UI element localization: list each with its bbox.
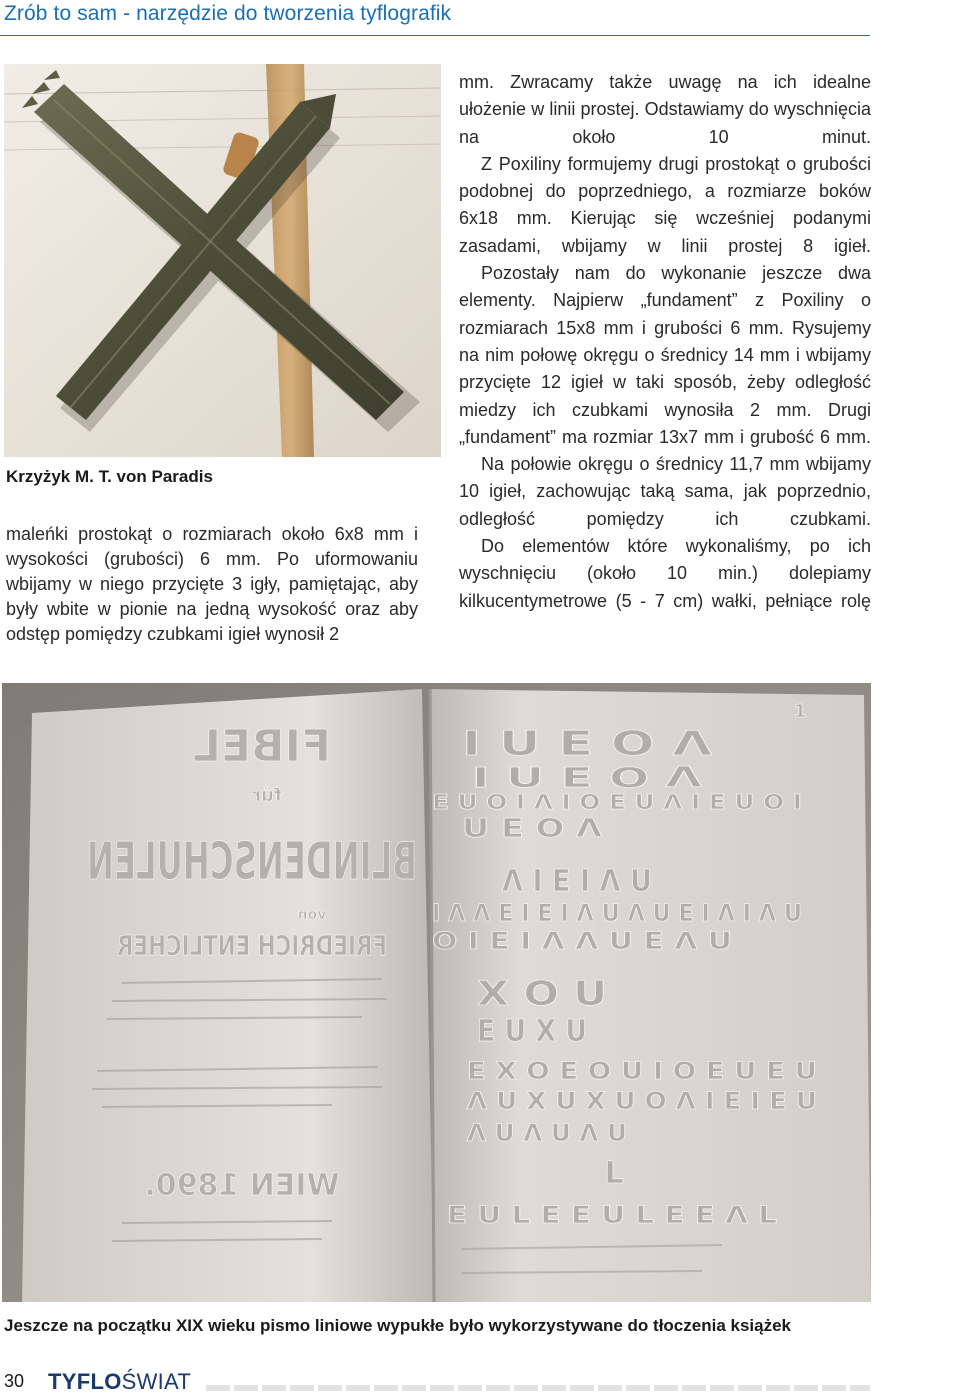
book-right-page-number: 1 (793, 701, 807, 722)
book-left-line: für (252, 785, 282, 806)
cross-tool-photo (4, 64, 441, 457)
book-left-line: FRIEDRICH ENTLICHER (117, 929, 387, 962)
body-left-column (6, 522, 418, 647)
book-right-row: I U E O Λ (472, 761, 703, 794)
page-number: 30 (4, 1371, 25, 1391)
brand-part-1: TYFLO (48, 1369, 122, 1394)
book-right-row: U E O Λ (462, 814, 602, 844)
embossing-cross-tool-icon (4, 64, 441, 457)
book-left-line: WIEN 1890. (144, 1168, 340, 1203)
embossed-book-image (2, 683, 871, 1302)
magazine-brand (48, 1369, 191, 1395)
book-right-row: E U X U (477, 1014, 587, 1049)
book-right-row: E U O I Λ I O E U Λ I E U O I (432, 790, 802, 814)
book-right-row: O I E I Λ Λ U E Λ U (432, 927, 732, 955)
book-right-row: Λ I E I Λ U (502, 864, 652, 899)
book-photo-caption: Jeszcze na początku XIX wieku pismo liniowe wypukłe było wykorzystywane do tłoczenia książek (4, 1316, 791, 1335)
cross-photo-caption: Krzyżyk M. T. von Paradis (6, 467, 213, 486)
book-left-line: FIBEL (192, 721, 332, 772)
book-right-row: I U E O Λ (462, 724, 714, 764)
body-right-column (459, 69, 871, 615)
paragraph: Do elementów które wykonaliśmy, po ich wyschnięciu (około 10 min.) dolepiamy kilkucentymetrowe (5 - 7 cm) wałki, pełniące rolę (459, 536, 871, 611)
book-left-line: von (297, 907, 327, 923)
paragraph: Pozostały nam do wykonanie jeszcze dwa elementy. Najpierw „fundament” z Poxiliny o rozmiarach 15x8 mm i grubości 6 mm. Rysujemy na nim połowę okręgu o średnicy 14 mm i wbijamy przycięte 12 igieł w taki sposób, żeby odległość miedzy ich czubkami wynosiła 2 mm. Drugi „fundament” ma rozmiar 13x7 mm i grubość 6 mm. (459, 263, 871, 447)
header-divider (0, 35, 870, 36)
brand-part-2: ŚWIAT (121, 1369, 192, 1394)
paragraph: Na połowie okręgu o średnicy 11,7 mm wbijamy 10 igieł, zachowując taką sama, jak poprzednio, odległość pomiędzy ich czubkami. (459, 454, 871, 529)
book-right-row: I Λ Λ E I E I Λ U Λ U E I Λ I Λ U (432, 899, 802, 927)
book-right-row: Λ U Λ U Λ U (467, 1119, 627, 1147)
embossed-book-photo (2, 683, 871, 1302)
book-right-row: E U L E E U L E E Λ L (447, 1201, 777, 1229)
book-right-row: E X O E O U I O E U E U (467, 1057, 817, 1085)
footer-decorative-line (206, 1385, 870, 1391)
book-right-row: L (604, 1156, 624, 1191)
book-right-row: X O U (477, 974, 607, 1014)
paragraph: Z Poxiliny formujemy drugi prostokąt o grubości podobnej do poprzedniego, a rozmiarze boków 6x18 mm. Kierując się wcześniej podanymi zasadami, wbijamy w linii prostej 8 igieł. (459, 153, 871, 256)
page-header-title: Zrób to sam - narzędzie do tworzenia tyflografik (4, 2, 452, 25)
book-left-line: BLINDENSCHULEN (87, 832, 417, 892)
paragraph: mm. Zwracamy także uwagę na ich idealne ułożenie w linii prostej. Odstawiamy do wyschnięcia na około 10 minut. (459, 72, 871, 147)
paragraph: maleńki prostokąt o rozmiarach około 6x8 mm i wysokości (grubości) 6 mm. Po uformowaniu wbijamy w niego przycięte 3 igły, pamiętając, aby były wbite w pionie na jedną wysokość oraz aby odstęp pomiędzy czubkami igieł wynosił 2 (6, 524, 418, 644)
book-right-row: Λ U X U X U O Λ I E I E U (467, 1087, 817, 1115)
